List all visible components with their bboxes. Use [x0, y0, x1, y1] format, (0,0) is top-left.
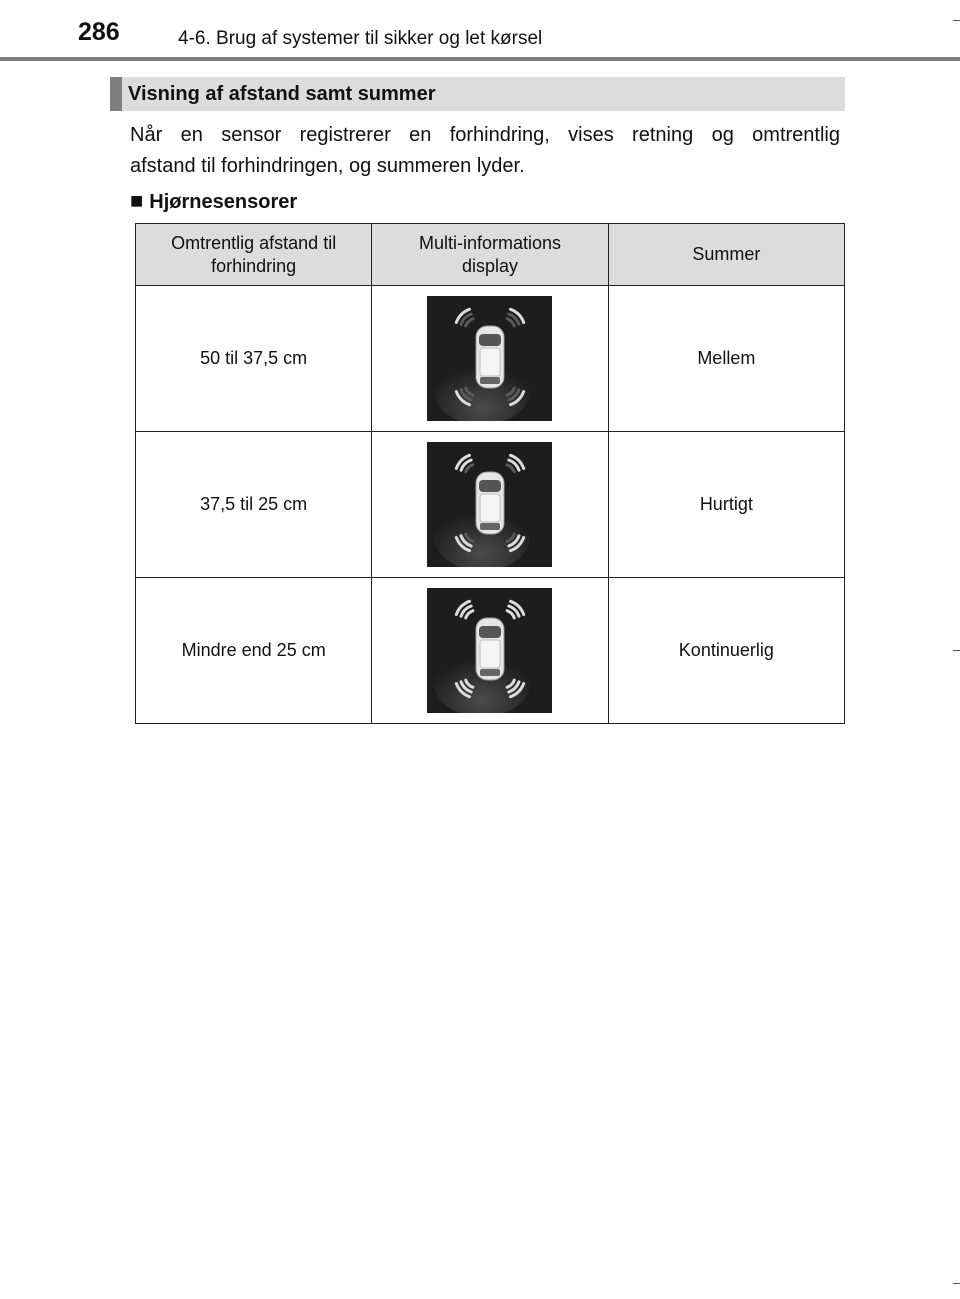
distance-cell: Mindre end 25 cm	[136, 578, 372, 724]
edge-tick	[953, 650, 960, 651]
table-row	[136, 578, 845, 724]
subheading-text: Hjørnesensorer	[149, 191, 298, 213]
intro-paragraph	[130, 120, 840, 182]
subheading	[130, 188, 297, 214]
section-heading	[110, 77, 845, 111]
column-header-display: Multi-informations display	[372, 224, 608, 286]
buzzer-cell: Kontinuerlig	[608, 578, 844, 724]
intro-line-1: Når en sensor registrerer en forhindring, vises retning og omtrentlig	[130, 124, 840, 146]
edge-tick	[953, 20, 960, 21]
section-title: 4-6. Brug af systemer til sikker og let kørsel	[178, 28, 543, 49]
edge-tick	[953, 1283, 960, 1284]
heading-accent	[110, 77, 122, 111]
car-corner-sensor-near-icon	[427, 588, 552, 713]
page-number: 286	[78, 18, 120, 46]
sensor-table	[135, 223, 845, 724]
column-header-buzzer: Summer	[608, 224, 844, 286]
buzzer-cell: Mellem	[608, 286, 844, 432]
car-corner-sensor-far-icon	[427, 296, 552, 421]
square-bullet-icon: ■	[130, 188, 144, 213]
display-cell	[372, 286, 608, 432]
table-header-row	[136, 224, 845, 286]
display-cell	[372, 432, 608, 578]
buzzer-cell: Hurtigt	[608, 432, 844, 578]
column-header-distance: Omtrentlig afstand til forhindring	[136, 224, 372, 286]
display-cell	[372, 578, 608, 724]
intro-line-2: afstand til forhindringen, og summeren lyder.	[130, 155, 525, 177]
table-row	[136, 286, 845, 432]
section-heading-text: Visning af afstand samt summer	[128, 83, 436, 105]
distance-cell: 37,5 til 25 cm	[136, 432, 372, 578]
car-corner-sensor-mid-icon	[427, 442, 552, 567]
distance-cell: 50 til 37,5 cm	[136, 286, 372, 432]
header-rule	[0, 57, 960, 61]
table-row	[136, 432, 845, 578]
